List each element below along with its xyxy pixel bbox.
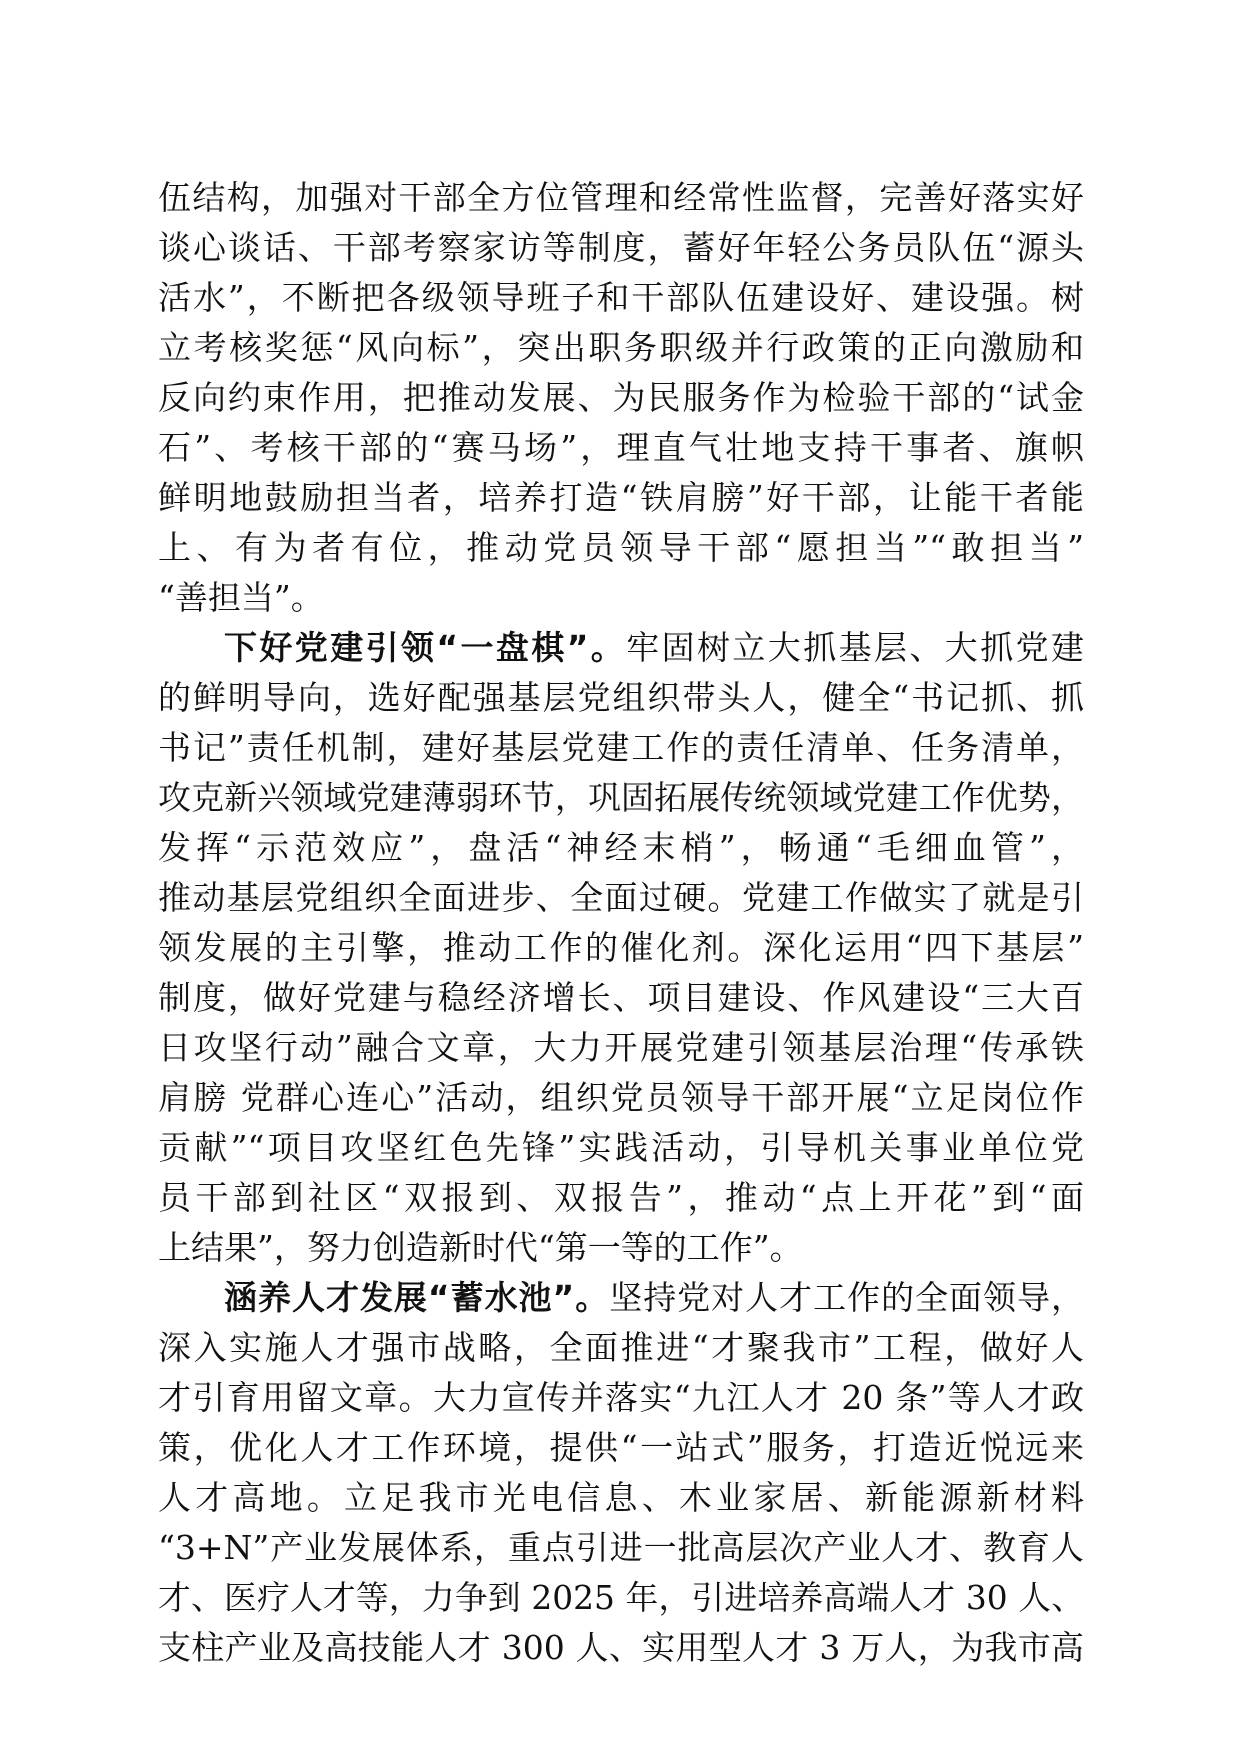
paragraph-line: 发挥“示范效应”，盘活“神经末梢”，畅通“毛细血管”， [158, 828, 1084, 867]
paragraph-line: 日攻坚行动”融合文章，大力开展党建引领基层治理“传承铁 [158, 1028, 1084, 1067]
paragraph-line: 领发展的主引擎，推动工作的催化剂。深化运用“四下基层” [158, 928, 1084, 967]
paragraph-line: 上、有为者有位，推动党员领导干部“愿担当”“敢担当” [158, 528, 1084, 567]
paragraph-text: 坚持党对人才工作的全面领导， [609, 1278, 1084, 1317]
paragraph-line: 立考核奖惩“风向标”，突出职务职级并行政策的正向激励和 [158, 328, 1084, 367]
paragraph-line: 推动基层党组织全面进步、全面过硬。党建工作做实了就是引 [158, 878, 1084, 917]
paragraph-line: 石”、考核干部的“赛马场”，理直气壮地支持干事者、旗帜 [158, 428, 1084, 467]
paragraph-line: 上结果”，努力创造新时代“第一等的工作”。 [158, 1228, 803, 1267]
paragraph-line: 策，优化人才工作环境，提供“一站式”服务，打造近悦远来 [158, 1428, 1084, 1467]
section-first-line [224, 1275, 1084, 1321]
paragraph-line: 贡献”“项目攻坚红色先锋”实践活动，引导机关事业单位党 [158, 1128, 1084, 1167]
paragraph-line: 攻克新兴领域党建薄弱环节，巩固拓展传统领域党建工作优势， [158, 778, 1084, 817]
paragraph-line: 才引育用留文章。大力宣传并落实“九江人才 20 条”等人才政 [158, 1378, 1084, 1417]
section-heading: 涵养人才发展“蓄水池”。 [224, 1278, 610, 1317]
paragraph-line: 才、医疗人才等，力争到 2025 年，引进培养高端人才 30 人、 [158, 1579, 1084, 1617]
document-page [158, 0, 1084, 1754]
paragraph-line: 反向约束作用，把推动发展、为民服务作为检验干部的“试金 [158, 378, 1084, 417]
paragraph-text: 牢固树立大抓基层、大抓党建 [626, 628, 1084, 667]
paragraph-line: 活水”，不断把各级领导班子和干部队伍建设好、建设强。树 [158, 278, 1084, 317]
paragraph-line: 肩膀 党群心连心”活动，组织党员领导干部开展“立足岗位作 [158, 1078, 1084, 1117]
paragraph-line: 支柱产业及高技能人才 300 人、实用型人才 3 万人，为我市高 [158, 1628, 1084, 1667]
paragraph-line: 书记”责任机制，建好基层党建工作的责任清单、任务清单， [158, 728, 1084, 767]
paragraph-line: 深入实施人才强市战略，全面推进“才聚我市”工程，做好人 [158, 1328, 1084, 1367]
paragraph-line: 谈心谈话、干部考察家访等制度，蓄好年轻公务员队伍“源头 [158, 228, 1084, 267]
paragraph-line: 伍结构，加强对干部全方位管理和经常性监督，完善好落实好 [158, 178, 1084, 217]
paragraph-line: 制度，做好党建与稳经济增长、项目建设、作风建设“三大百 [158, 978, 1084, 1017]
section-first-line [224, 625, 1084, 671]
paragraph-line: 的鲜明导向，选好配强基层党组织带头人，健全“书记抓、抓 [158, 678, 1084, 717]
paragraph-line: 人才高地。立足我市光电信息、木业家居、新能源新材料 [158, 1478, 1084, 1517]
paragraph-line: 鲜明地鼓励担当者，培养打造“铁肩膀”好干部，让能干者能 [158, 478, 1084, 517]
section-heading: 下好党建引领“一盘棋”。 [224, 628, 627, 667]
paragraph-line: “善担当”。 [158, 578, 324, 617]
paragraph-line: 员干部到社区“双报到、双报告”，推动“点上开花”到“面 [158, 1178, 1084, 1217]
paragraph-line: “3+N”产业发展体系，重点引进一批高层次产业人才、教育人 [158, 1528, 1084, 1567]
